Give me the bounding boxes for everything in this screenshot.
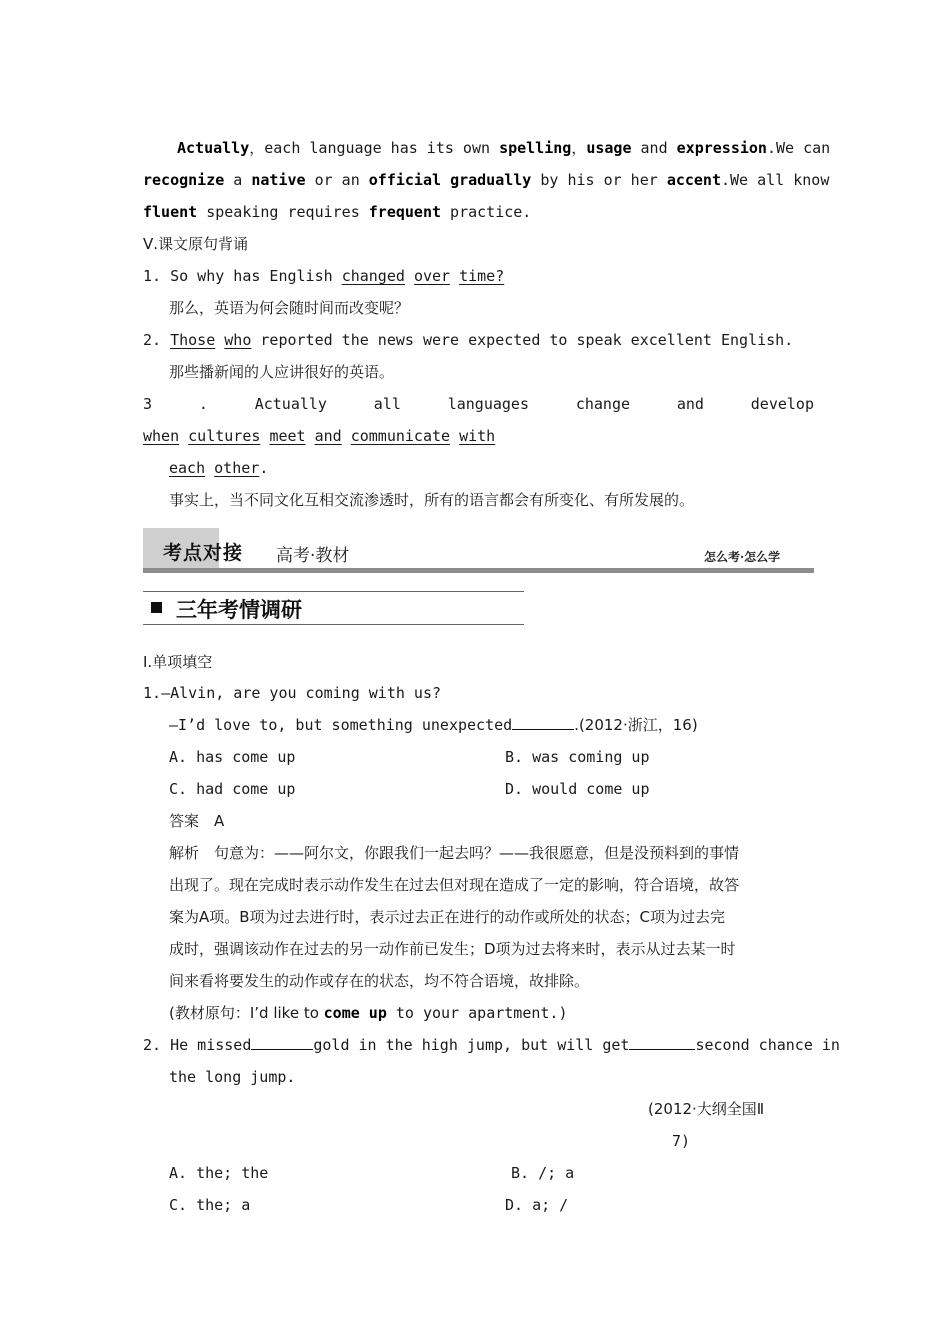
answer-blank — [251, 1034, 313, 1050]
recite-translation-2: 那些播新闻的人应讲很好的英语。 — [169, 363, 395, 381]
q1-explanation-5: 间来看将要发生的动作或存在的状态，均不符合语境，故排除。 — [169, 972, 590, 990]
q1-original-sentence: (教材原句：I’d like to come up to your apartment.) — [169, 1004, 568, 1022]
keyword: official — [368, 171, 442, 189]
option-d: D. a; / — [505, 1196, 569, 1214]
option-d: D. would come up — [505, 780, 650, 798]
q1-options-row-1 — [169, 745, 814, 769]
recite-sentence-1: 1. So why has English changed over time? — [143, 267, 505, 285]
q2-source-cont: 7) — [672, 1132, 691, 1150]
option-a: A. has come up — [169, 748, 296, 766]
square-bullet-icon — [151, 602, 162, 613]
keyword: recognize — [143, 171, 225, 189]
q2-options-row-1 — [169, 1161, 814, 1185]
option-c: C. the; a — [169, 1196, 251, 1214]
keyword: usage — [586, 139, 632, 157]
recite-sentence-3-end: each other. — [169, 459, 269, 477]
q1-explanation-3: 案为A项。B项为过去进行时，表示过去正在进行的动作或所处的状态；C项为过去完 — [169, 908, 726, 926]
recite-heading: Ⅴ.课文原句背诵 — [143, 235, 249, 253]
recite-translation-1: 那么，英语为何会随时间而改变呢？ — [169, 299, 410, 317]
recite-translation-3: 事实上，当不同文化互相交流渗透时，所有的语言都会有所变化、有所发展的。 — [169, 491, 695, 509]
exercise-heading: Ⅰ.单项填空 — [143, 653, 213, 671]
recite-sentence-3-cont: when cultures meet and communicate with — [143, 427, 496, 445]
keyword: Actually — [177, 139, 250, 157]
q1-options-row-2 — [169, 777, 814, 801]
q2-options-row-2 — [169, 1193, 814, 1217]
box-title: 三年考情调研 — [176, 598, 302, 622]
question-2: 2. He missed gold in the high jump, but will get second chance in — [143, 1036, 840, 1054]
answer-blank — [512, 714, 574, 730]
keyword: accent — [666, 171, 721, 189]
question-2-line-2: the long jump. — [169, 1068, 296, 1086]
q1-answer: 答案 A — [169, 812, 225, 830]
section-subtitle: 高考·教材 — [276, 546, 350, 566]
summary-line-1: Actually，each language has its own spelling，usage and expression.We can — [177, 139, 831, 157]
keyword: fluent — [143, 203, 198, 221]
q2-source: (2012·大纲全国Ⅱ — [648, 1100, 765, 1118]
section-title: 考点对接 — [163, 542, 244, 564]
keyword: spelling — [499, 139, 572, 157]
keyword: expression — [676, 139, 767, 157]
section-tagline: 怎么考·怎么学 — [704, 550, 781, 564]
summary-line-2: recognize a native or an official gradually by his or her accent.We all know — [143, 171, 830, 189]
q1-explanation-2: 出现了。现在完成时表示动作发生在过去但对现在造成了一定的影响，符合语境，故答 — [169, 876, 740, 894]
section-header-bar — [143, 568, 814, 573]
option-c: C. had come up — [169, 780, 296, 798]
answer-blank — [629, 1034, 695, 1050]
box-divider-top — [143, 591, 524, 592]
q1-explanation-4: 成时，强调该动作在过去的另一动作前已发生；D项为过去将来时，表示从过去某一时 — [169, 940, 736, 958]
option-b: B. /; a — [511, 1164, 575, 1182]
keyword: native — [251, 171, 306, 189]
recite-sentence-2: 2. Those who reported the news were expected to speak excellent English. — [143, 331, 794, 349]
q1-explanation-1: 解析 句意为：——阿尔文，你跟我们一起去吗？——我很愿意，但是没预料到的事情 — [169, 844, 740, 862]
question-1-line-2: —I’d love to, but something unexpected .(2012·浙江，16) — [169, 716, 698, 734]
keyword: frequent — [368, 203, 442, 221]
keyword: gradually — [450, 171, 532, 189]
summary-line-3: fluent speaking requires frequent practice. — [143, 203, 532, 221]
option-b: B. was coming up — [505, 748, 650, 766]
question-1: 1.—Alvin, are you coming with us? — [143, 684, 442, 702]
recite-sentence-3: 3 . Actually all languages change and develop — [143, 395, 814, 413]
option-a: A. the; the — [169, 1164, 269, 1182]
box-divider-bottom — [143, 624, 524, 625]
